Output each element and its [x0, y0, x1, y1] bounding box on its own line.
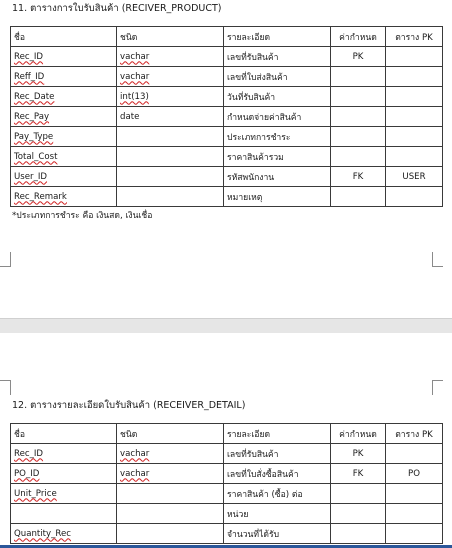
field-type: vachar — [120, 448, 150, 459]
table-cell — [11, 504, 117, 524]
table-title: 11. ตารางการใบรับสินค้า (RECIVER_PRODUCT) — [12, 3, 222, 14]
table-cell — [11, 67, 117, 87]
table-cell — [11, 444, 117, 464]
field-name: Rec_Remark — [14, 191, 67, 202]
table-cell — [331, 464, 386, 484]
table-row — [11, 67, 443, 87]
table-cell — [11, 167, 117, 187]
page-corner-mark — [432, 252, 443, 267]
cell-text: PO — [408, 468, 420, 479]
cell-text: รหัสพนักงาน — [227, 172, 275, 183]
data-dictionary-table — [10, 26, 443, 207]
field-type: date — [120, 111, 140, 122]
cell-text: FK — [352, 171, 364, 182]
table-cell — [11, 127, 117, 147]
page-separator — [0, 318, 452, 334]
table-row — [11, 464, 443, 484]
table-cell — [331, 167, 386, 187]
cell-text: เลขที่รับสินค้า — [227, 52, 279, 63]
field-name: Pay_Type — [14, 131, 54, 142]
column-header: รายละเอียด — [224, 27, 331, 47]
field-name: Rec_Date — [14, 91, 55, 102]
cell-text: วันที่รับสินค้า — [227, 92, 276, 103]
field-name: Total_Cost — [14, 151, 58, 162]
table-cell — [331, 127, 386, 147]
table-cell — [224, 444, 331, 464]
table-cell — [386, 47, 443, 67]
table-cell — [11, 87, 117, 107]
table-cell — [331, 444, 386, 464]
table-cell — [117, 127, 224, 147]
cell-text: หมายเหตุ — [227, 192, 263, 203]
table-cell — [117, 67, 224, 87]
field-name: User_ID — [14, 171, 48, 182]
cell-text: ราคาสินค้า (ซื้อ) ต่อ — [227, 489, 303, 500]
page-corner-mark — [0, 252, 11, 267]
column-header: ชื่อ — [11, 27, 117, 47]
data-dictionary-table — [10, 423, 443, 544]
field-name: PO_ID — [14, 468, 40, 479]
cell-text: หน่วย — [227, 509, 249, 520]
column-header: ชนิด — [117, 424, 224, 444]
cell-text: เลขที่ใบส่งสินค้า — [227, 72, 288, 83]
table-cell — [386, 167, 443, 187]
table-cell — [386, 464, 443, 484]
table-header-row — [11, 27, 443, 47]
table-cell — [117, 47, 224, 67]
table-cell — [117, 107, 224, 127]
column-header: ค่ากำหนด — [331, 27, 386, 47]
table-row — [11, 167, 443, 187]
table-row — [11, 87, 443, 107]
table-cell — [11, 464, 117, 484]
table-cell — [224, 67, 331, 87]
table-cell — [224, 464, 331, 484]
table-cell — [11, 187, 117, 207]
cell-text: เลขที่ใบสั่งซื้อสินค้า — [227, 469, 299, 480]
table-cell — [224, 167, 331, 187]
table-cell — [331, 484, 386, 504]
table-cell — [117, 464, 224, 484]
table-cell — [331, 87, 386, 107]
cell-text: USER — [402, 171, 426, 182]
cell-text: ประเภทการชำระ — [227, 132, 291, 143]
table-cell — [386, 444, 443, 464]
table-cell — [11, 524, 117, 544]
field-type: vachar — [120, 51, 150, 62]
table-cell — [117, 484, 224, 504]
table-cell — [386, 524, 443, 544]
table-cell — [224, 484, 331, 504]
table-row — [11, 444, 443, 464]
document-page-2 — [0, 333, 452, 548]
table-cell — [11, 107, 117, 127]
column-header: รายละเอียด — [224, 424, 331, 444]
field-name: Reff_ID — [14, 71, 45, 82]
table-row — [11, 147, 443, 167]
table-row — [11, 504, 443, 524]
table-cell — [117, 187, 224, 207]
table-cell — [117, 87, 224, 107]
page-corner-mark — [0, 380, 11, 395]
table-cell — [386, 87, 443, 107]
table-cell — [117, 524, 224, 544]
field-name: Quantity_Rec — [14, 528, 72, 539]
table-cell — [386, 504, 443, 524]
table-cell — [386, 484, 443, 504]
cell-text: PK — [352, 51, 364, 62]
table-cell — [331, 524, 386, 544]
field-name: Rec_ID — [14, 51, 44, 62]
field-type: vachar — [120, 468, 150, 479]
column-header: ตาราง PK — [386, 424, 443, 444]
table-cell — [224, 107, 331, 127]
field-name: Unit_Price — [14, 488, 57, 499]
table-cell — [386, 107, 443, 127]
column-header: ตาราง PK — [386, 27, 443, 47]
table-note: *ประเภทการชำระ คือ เงินสด, เงินเชื่อ — [12, 211, 153, 221]
table-cell — [117, 167, 224, 187]
table-cell — [224, 87, 331, 107]
column-header: ชนิด — [117, 27, 224, 47]
table-cell — [224, 127, 331, 147]
cell-text: FK — [352, 468, 364, 479]
table-cell — [11, 47, 117, 67]
table-cell — [117, 504, 224, 524]
table-cell — [386, 187, 443, 207]
table-row — [11, 484, 443, 504]
table-cell — [224, 187, 331, 207]
table-cell — [331, 107, 386, 127]
column-header: ชื่อ — [11, 424, 117, 444]
field-type: int(13) — [120, 91, 149, 102]
table-row — [11, 47, 443, 67]
field-name: Rec_Pay — [14, 111, 50, 122]
table-cell — [224, 47, 331, 67]
table-cell — [331, 147, 386, 167]
table-row — [11, 127, 443, 147]
table-cell — [331, 187, 386, 207]
table-cell — [117, 444, 224, 464]
cell-text: จำนวนที่ได้รับ — [227, 529, 280, 540]
table-cell — [386, 67, 443, 87]
page-corner-mark — [432, 380, 443, 395]
cell-text: เลขที่รับสินค้า — [227, 449, 279, 460]
cell-text: กำหนดจ่ายค่าสินค้า — [227, 112, 302, 123]
table-cell — [331, 504, 386, 524]
table-cell — [331, 67, 386, 87]
cell-text: PK — [352, 448, 364, 459]
table-cell — [11, 147, 117, 167]
table-cell — [224, 504, 331, 524]
table-cell — [11, 484, 117, 504]
table-header-row — [11, 424, 443, 444]
table-row — [11, 107, 443, 127]
table-row — [11, 524, 443, 544]
field-name: Rec_ID — [14, 448, 44, 459]
table-cell — [331, 47, 386, 67]
table-cell — [224, 147, 331, 167]
table-row — [11, 187, 443, 207]
table-cell — [386, 127, 443, 147]
table-cell — [224, 524, 331, 544]
table-title: 12. ตารางรายละเอียดใบรับสินค้า (RECEIVER_DETAIL) — [12, 400, 246, 411]
field-type: vachar — [120, 71, 150, 82]
table-cell — [117, 147, 224, 167]
table-cell — [386, 147, 443, 167]
column-header: ค่ากำหนด — [331, 424, 386, 444]
cell-text: ราคาสินค้ารวม — [227, 152, 284, 163]
